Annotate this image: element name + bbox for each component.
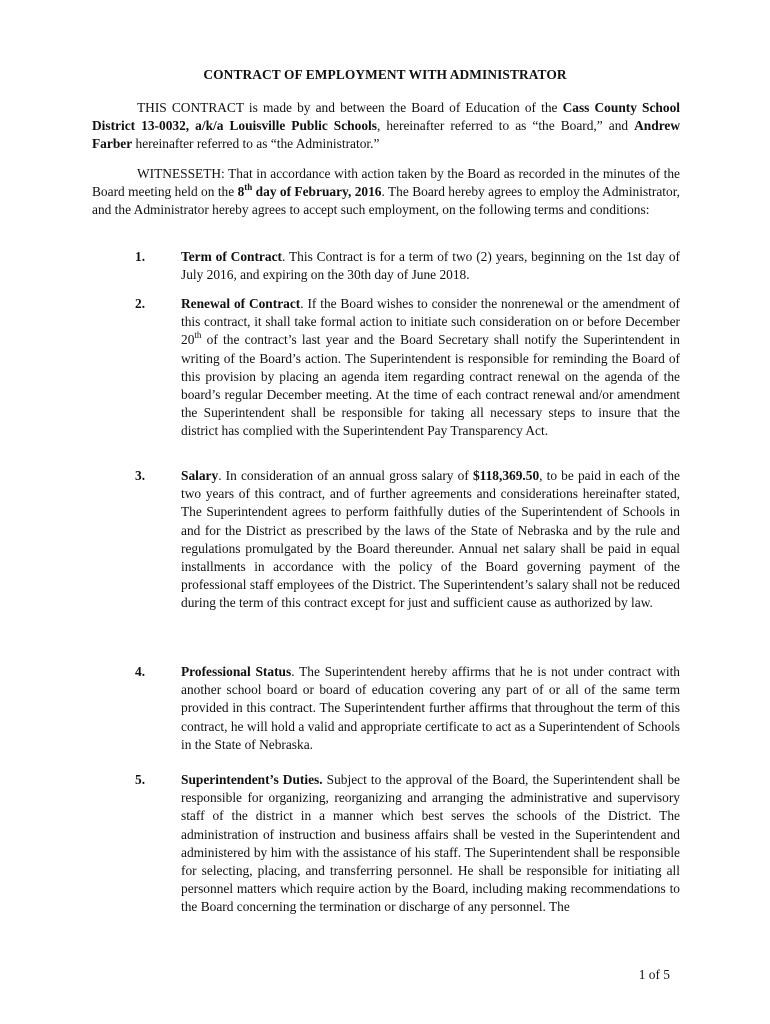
ordinal-suffix: th [244,181,253,192]
clause-text: of the contract’s last year and the Board Secretary shall notify the Superintendent in writing of the Board’s action. The Superintendent is responsible for reminding the Board of this provision by placing an agenda item regarding contract renewal on the agenda of the board’s regular December meeting. At the time of each contract renewal and/or amendment the Superintendent shall be responsible for taking all necessary steps to insure that the district has complied with the Superintendent Pay Transparency Act. [181,332,680,439]
clause-heading: Superintendent’s Duties. [181,772,323,787]
clause-body [181,663,680,754]
ordinal-suffix: th [194,329,202,340]
contract-title: CONTRACT OF EMPLOYMENT WITH ADMINISTRATOR [203,67,567,82]
witnesseth-text: . The Board hereby agrees to employ the Administrator, and the Administrator hereby agrees to accept such employment, on the following terms and conditions: [92,184,680,218]
clause-number: 5. [135,772,146,787]
clause-number: 1. [135,249,146,264]
clause-heading: Salary [181,468,219,483]
witnesseth-text: WITNESSETH: That in accordance with action taken by the Board as recorded in the minutes of the Board meeting held on the [92,166,680,200]
clause-heading: Professional Status [181,664,292,679]
clause-heading: Term of Contract [181,249,282,264]
clause-text: . This Contract is for a term of two (2) years, beginning on the 1st day of July 2016, and expiring on the 30th day of June 2018. [181,249,680,283]
clause-number: 3. [135,468,146,483]
administrator-name: Andrew Farber [92,118,681,152]
intro-paragraph [92,99,680,154]
clause-body [181,248,680,284]
intro-text: , hereinafter referred to as “the Board,” and [376,118,635,134]
salary-amount: $118,369.50 [472,468,540,483]
witnesseth-paragraph [92,165,680,220]
clause-heading: Renewal of Contract [181,296,301,311]
clause-body [181,295,680,441]
clause-text: . The Superintendent hereby affirms that he is not under contract with another school board or board of education covering any part of or all of the same term provided in this contract. The Superintendent further affirms that throughout the term of this contract, he will hold a valid and appropriate certificate to act as a Superintendent of Schools in the State of Nebraska. [181,664,680,752]
clause-number: 4. [135,664,146,679]
meeting-day: 8 [237,184,245,200]
clause-body [181,467,680,613]
page-number: 1 of 5 [638,967,670,982]
intro-text: THIS CONTRACT is made by and between the Board of Education of the [137,100,563,115]
clause-text: . If the Board wishes to consider the nonrenewal or the amendment of this contract, it shall take formal action to initiate such consideration on or before December 20 [181,296,680,348]
clause-text: . In consideration of an annual gross salary of [218,468,473,483]
school-district-name: Cass County School District 13-0032, a/k/a Louisville Public Schools [92,100,680,134]
meeting-date: day of February, 2016 [252,184,382,200]
clause-text: , to be paid in each of the two years of this contract, and of further agreements and considerations hereinafter stated, The Superintendent agrees to perform faithfully duties of the Superintendent of Schools in and for the District as prescribed by the laws of the State of Nebraska and by the rule and regulations promulgated by the Board thereunder. Annual net salary shall be paid in equal installments in accordance with the policy of the Board governing payment of the professional staff employees of the District. The Superintendent’s salary shall not be reduced during the term of this contract except for just and sufficient cause as authorized by law. [181,468,680,611]
intro-text: hereinafter referred to as “the Administrator.” [132,136,380,152]
clause-body [181,771,680,917]
clause-text: Subject to the approval of the Board, the Superintendent shall be responsible for organizing, reorganizing and arranging the administrative and supervisory staff of the district in a manner which best serves the schools of the District. The administration of instruction and business affairs shall be vested in the Superintendent and administered by him with the assistance of his staff. The Superintendent shall be responsible for selecting, placing, and transferring personnel. He shall be responsible for initiating all personnel matters which require action by the Board, including making recommendations to the Board concerning the termination or discharge of any personnel. The [181,772,680,915]
clause-number: 2. [135,296,146,311]
